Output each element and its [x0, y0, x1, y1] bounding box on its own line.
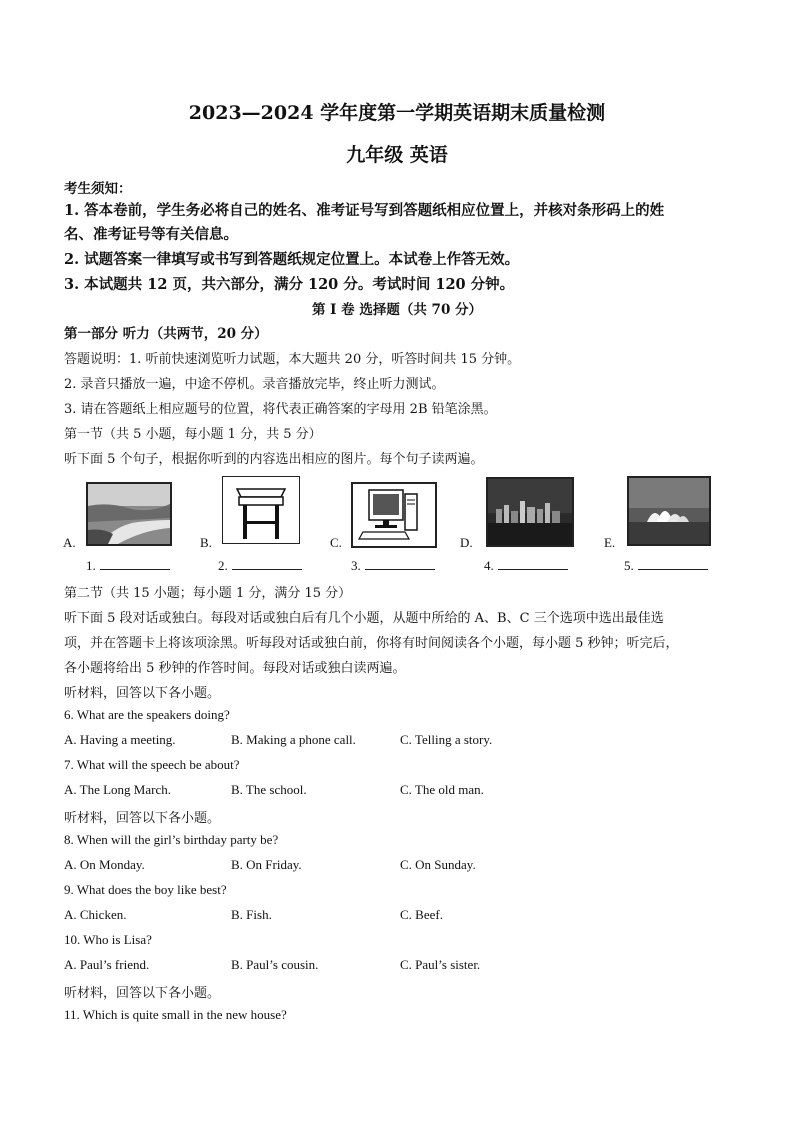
question-8: 8. When will the girl’s birthday party be? [64, 832, 279, 847]
notice-line-1b: 名、准考证号等有关信息。 [64, 226, 238, 243]
notice-line-3: 3. 本试题共 12 页，共六部分，满分 120 分。考试时间 120 分钟。 [64, 276, 515, 293]
part1-heading: 第一部分 听力（共两节，20 分） [64, 326, 268, 342]
section2-heading: 第二节（共 15 小题；每小题 1 分，满分 15 分） [64, 586, 352, 601]
picture-letter-b: B. [200, 535, 212, 550]
picture-letter-a: A. [63, 535, 76, 550]
q10-option-c[interactable]: C. Paul’s sister. [400, 957, 481, 972]
part1-instruction-2: 2. 录音只播放一遍，中途不停机。录音播放完毕，终止听力测试。 [64, 377, 445, 392]
answer-blank-3[interactable]: 3. [351, 557, 435, 574]
q8-option-c[interactable]: C. On Sunday. [400, 857, 476, 872]
group-intro-3: 听材料，回答以下各小题。 [64, 986, 221, 1001]
answer-blank-5[interactable]: 5. [624, 557, 708, 574]
q10-option-b[interactable]: B. Paul’s cousin. [231, 957, 319, 972]
computer-icon [351, 482, 437, 548]
section2-instruction-a: 听下面 5 段对话或独白。每段对话或独白后有几个小题，从题中所给的 A、B、C 三个选项中选出最佳选 [64, 611, 664, 626]
q9-option-a[interactable]: A. Chicken. [64, 907, 127, 922]
answer-blank-1[interactable]: 1. [86, 557, 170, 574]
q9-option-b[interactable]: B. Fish. [231, 907, 272, 922]
sydney-opera-house-photo [627, 476, 711, 546]
q6-option-a[interactable]: A. Having a meeting. [64, 732, 176, 747]
question-11: 11. Which is quite small in the new house? [64, 1007, 287, 1022]
picture-letter-e: E. [604, 535, 616, 550]
group-intro-2: 听材料，回答以下各小题。 [64, 811, 221, 826]
page-title: 2023—2024 学年度第一学期英语期末质量检测 [188, 102, 606, 124]
notice-line-1a: 1. 答本卷前，学生务必将自己的姓名、准考证号写到答题纸相应位置上，并核对条形码上的姓 [64, 202, 665, 219]
picture-letter-c: C. [330, 535, 342, 550]
q8-option-a[interactable]: A. On Monday. [64, 857, 145, 872]
answer-blank-4[interactable]: 4. [484, 557, 568, 574]
part1-instruction-3: 3. 请在答题纸上相应题号的位置，将代表正确答案的字母用 2B 铅笔涂黑。 [64, 402, 497, 417]
city-skyline-photo [486, 477, 574, 547]
section1-instruction: 听下面 5 个句子，根据你听到的内容选出相应的图片。每个句子读两遍。 [64, 452, 484, 467]
page-subtitle: 九年级 英语 [346, 144, 448, 166]
picture-letter-d: D. [460, 535, 473, 550]
group-intro-1: 听材料，回答以下各小题。 [64, 686, 221, 701]
q9-option-c[interactable]: C. Beef. [400, 907, 443, 922]
q6-option-c[interactable]: C. Telling a story. [400, 732, 493, 747]
question-6: 6. What are the speakers doing? [64, 707, 230, 722]
q7-option-a[interactable]: A. The Long March. [64, 782, 171, 797]
answer-blank-2[interactable]: 2. [218, 557, 302, 574]
volume-heading: 第 I 卷 选择题（共 70 分） [311, 302, 483, 318]
q7-option-b[interactable]: B. The school. [231, 782, 307, 797]
notice-heading: 考生须知： [64, 181, 132, 197]
q10-option-a[interactable]: A. Paul’s friend. [64, 957, 150, 972]
q6-option-b[interactable]: B. Making a phone call. [231, 732, 356, 747]
part1-instruction-1: 答题说明：1. 听前快速浏览听力试题，本大题共 20 分，听答时间共 15 分钟。 [64, 352, 521, 367]
q7-option-c[interactable]: C. The old man. [400, 782, 484, 797]
question-10: 10. Who is Lisa? [64, 932, 152, 947]
section2-instruction-b: 项，并在答题卡上将该项涂黑。听每段对话或独白前，你将有时间阅读各个小题，每小题 5 秒钟；听完后， [64, 636, 679, 651]
desk-icon [222, 476, 300, 544]
section1-heading: 第一节（共 5 小题，每小题 1 分，共 5 分） [64, 427, 322, 442]
river-landscape-photo [86, 482, 172, 546]
notice-line-2: 2. 试题答案一律填写或书写到答题纸规定位置上。本试卷上作答无效。 [64, 251, 520, 268]
question-7: 7. What will the speech be about? [64, 757, 240, 772]
question-9: 9. What does the boy like best? [64, 882, 227, 897]
section2-instruction-c: 各小题将给出 5 秒钟的作答时间。每段对话或独白读两遍。 [64, 661, 406, 676]
q8-option-b[interactable]: B. On Friday. [231, 857, 302, 872]
